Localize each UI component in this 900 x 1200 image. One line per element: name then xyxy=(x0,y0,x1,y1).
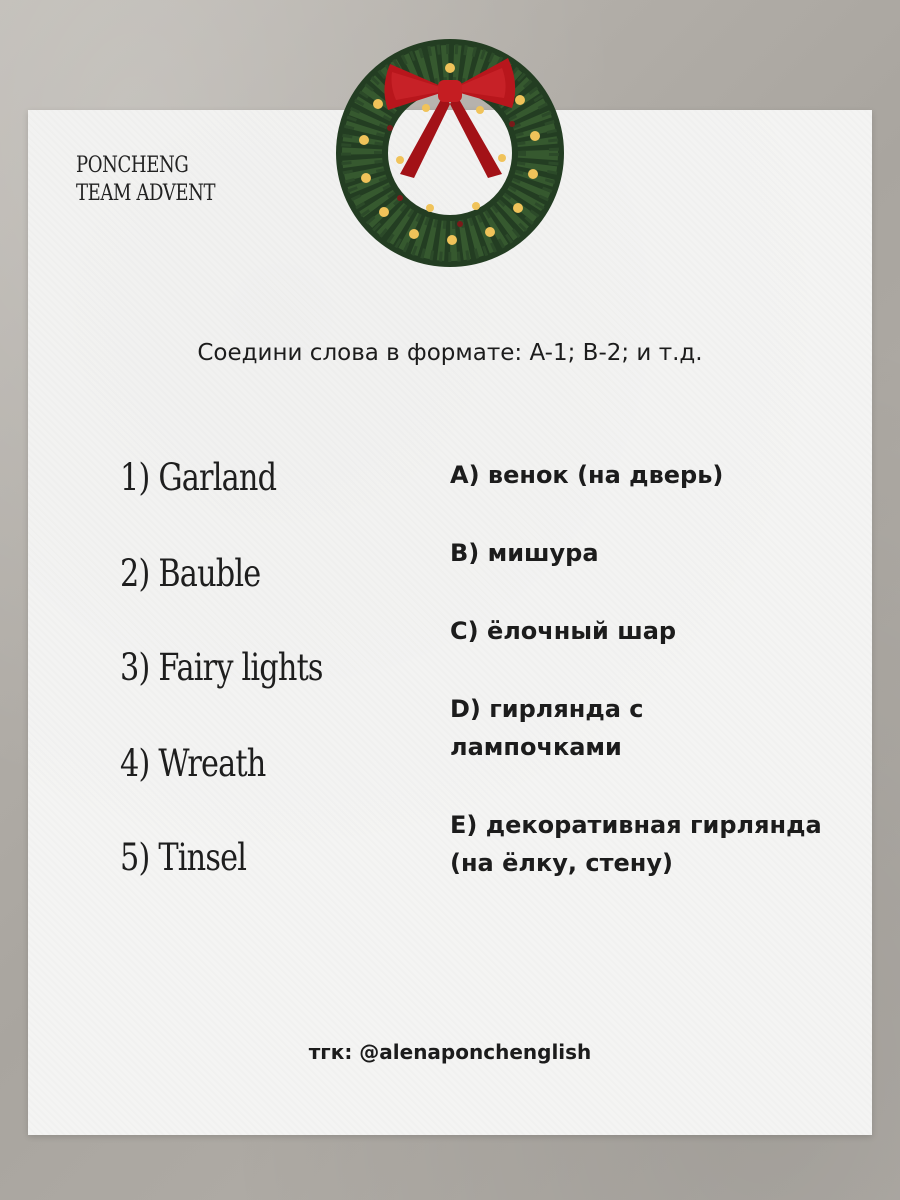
word-item-5: 5) Tinsel xyxy=(120,836,247,879)
translation-item-a: A) венок (на дверь) xyxy=(450,461,724,489)
translation-item-c: C) ёлочный шар xyxy=(450,617,677,645)
instruction-text: Соедини слова в формате: A-1; B-2; и т.д. xyxy=(197,340,703,366)
word-item-4: 4) Wreath xyxy=(120,742,266,785)
brand-line-2: TEAM ADVENT xyxy=(76,181,216,206)
footer-handle: тгк: @alenaponchenglish xyxy=(308,1040,592,1064)
word-item-1: 1) Garland xyxy=(120,456,277,499)
translation-item-b: B) мишура xyxy=(450,539,599,567)
brand-title xyxy=(76,152,215,208)
brand-line-1: PONCHENG xyxy=(76,153,189,178)
word-item-2: 2) Bauble xyxy=(120,552,261,595)
translation-item-d: D) гирлянда с лампочками xyxy=(450,695,644,761)
word-item-3: 3) Fairy lights xyxy=(120,646,323,689)
christmas-wreath-icon xyxy=(330,28,570,268)
translation-item-e: E) декоративная гирлянда (на ёлку, стену) xyxy=(450,811,822,877)
